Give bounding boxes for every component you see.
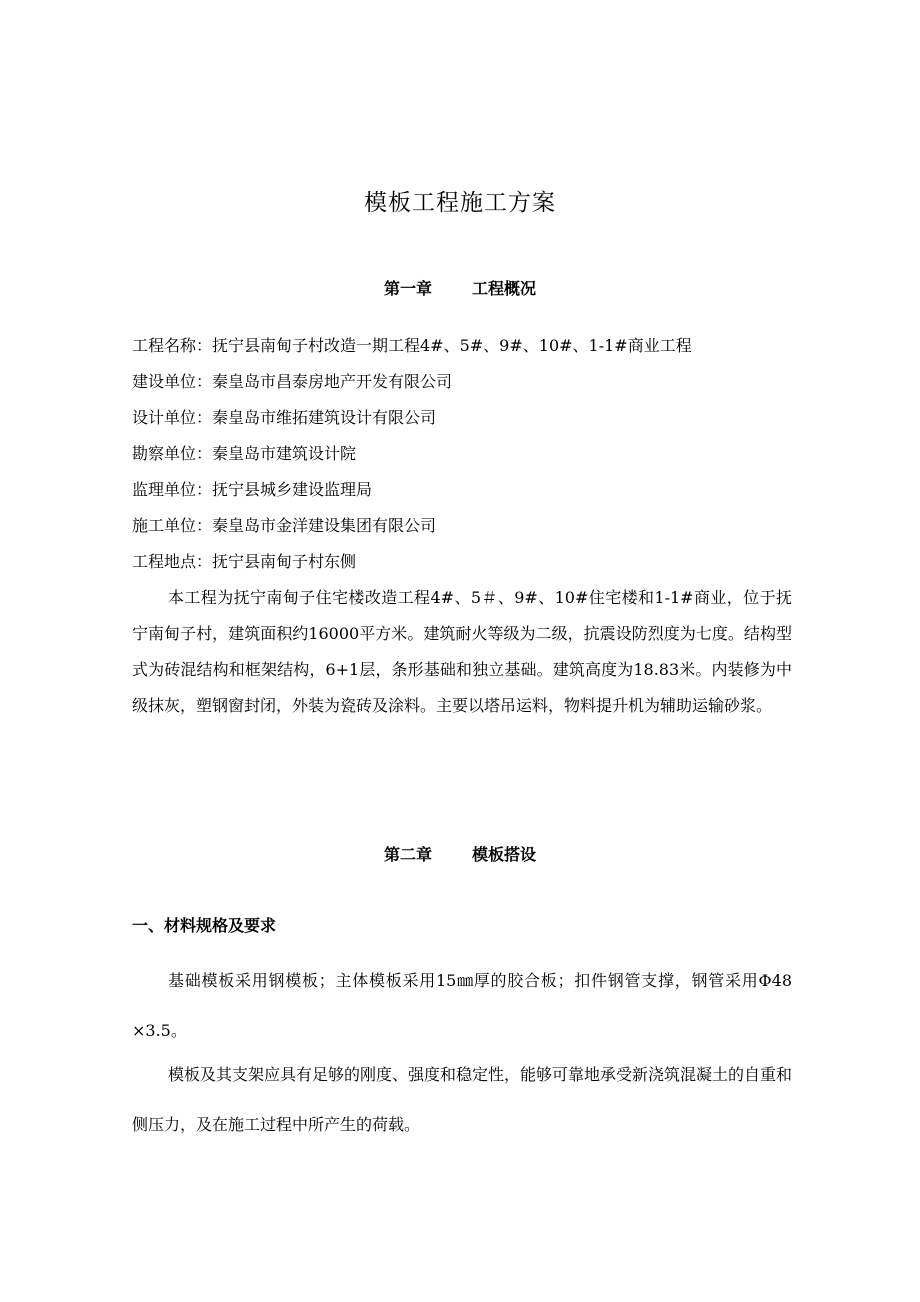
designer-line: 设计单位：秦皇岛市维拓建筑设计有限公司 xyxy=(132,408,437,427)
requirement-paragraph: 模板及其支架应具有足够的刚度、强度和稳定性，能够可靠地承受新浇筑混凝土的自重和侧压力，及在施工过程中所产生的荷载。 xyxy=(132,1065,793,1134)
chapter-1-name: 工程概况 xyxy=(472,279,537,298)
chapter-1-number: 第一章 xyxy=(383,279,432,298)
location-line: 工程地点：抚宁县南甸子村东侧 xyxy=(132,552,357,571)
document-title: 模板工程施工方案 xyxy=(364,190,556,216)
chapter-2-name: 模板搭设 xyxy=(472,845,537,864)
contractor-line: 施工单位：秦皇岛市金洋建设集团有限公司 xyxy=(132,516,437,535)
chapter-2-heading xyxy=(0,843,920,867)
supervisor-line: 监理单位：抚宁县城乡建设监理局 xyxy=(132,480,373,499)
project-info-list xyxy=(132,328,792,580)
chapter-2-number: 第二章 xyxy=(383,845,432,864)
project-name-line: 工程名称：抚宁县南甸子村改造一期工程4#、5#、9#、10#、1-1#商业工程 xyxy=(132,336,692,355)
section-1-heading: 一、材料规格及要求 xyxy=(132,916,277,935)
material-paragraph: 基础模板采用钢模板；主体模板采用15㎜厚的胶合板；扣件钢管支撑，钢管采用Φ48 ×3.5。 xyxy=(132,971,792,1040)
client-line: 建设单位：秦皇岛市昌泰房地产开发有限公司 xyxy=(132,372,453,391)
overview-paragraph: 本工程为抚宁南甸子住宅楼改造工程4#、5＃、9#、10#住宅楼和1-1#商业，位于抚宁南甸子村，建筑面积约16000平方米。建筑耐火等级为二级，抗震设防烈度为七度。结构型式为砖混结构和框架结构，6+1层，条形基础和独立基础。建筑高度为18.83米。内装修为中级抹灰，塑钢窗封闭，外装为瓷砖及涂料。主要以塔吊运料，物料提升机为辅助运输砂浆。 xyxy=(132,588,792,715)
surveyor-line: 勘察单位：秦皇岛市建筑设计院 xyxy=(132,444,357,463)
chapter-1-heading xyxy=(0,277,920,301)
